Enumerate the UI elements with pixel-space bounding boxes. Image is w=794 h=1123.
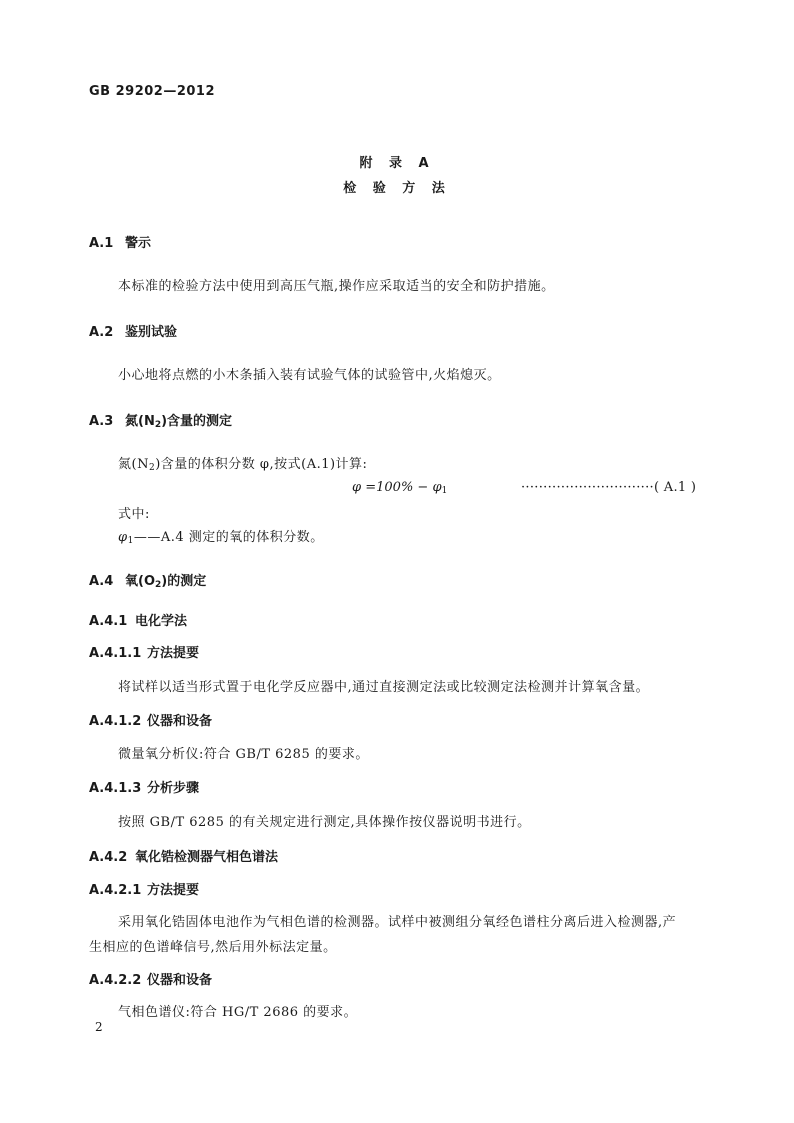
subscript: 2 — [154, 420, 162, 430]
section-title-pre: 氧(O — [125, 574, 155, 589]
standard-number: GB 29202—2012 — [89, 84, 216, 99]
text-fragment: 氮(N — [118, 457, 149, 472]
section-title: 警示 — [125, 236, 152, 251]
section-heading-a413 — [89, 777, 199, 796]
section-number: A.4.2.2 — [89, 973, 142, 988]
formula-reference: ······························( A.1 ) — [521, 480, 697, 495]
section-number: A.3 — [89, 414, 114, 429]
section-title: 电化学法 — [135, 614, 188, 629]
section-heading-a3 — [89, 410, 232, 430]
section-number: A.4.1.2 — [89, 714, 142, 729]
section-heading-a4 — [89, 570, 206, 590]
variable-symbol: φ — [118, 530, 128, 545]
where-label: 式中: — [118, 507, 150, 522]
paragraph-a422: 气相色谱仪:符合 HG/T 2686 的要求。 — [118, 1005, 358, 1020]
section-number: A.4.2 — [89, 850, 128, 865]
text-fragment: )含量的体积分数 φ,按式(A.1)计算: — [155, 457, 368, 472]
variable-definition — [118, 526, 324, 546]
section-title-post: )的测定 — [161, 574, 207, 589]
subscript: 1 — [441, 486, 448, 496]
section-number: A.4 — [89, 574, 114, 589]
section-title: 氧化锆检测器气相色谱法 — [135, 850, 279, 865]
paragraph-a421-line2: 生相应的色谱峰信号,然后用外标法定量。 — [89, 940, 337, 955]
section-heading-a412 — [89, 710, 212, 729]
paragraph-a2: 小心地将点燃的小木条插入装有试验气体的试验管中,火焰熄灭。 — [118, 368, 501, 383]
paragraph-a411: 将试样以适当形式置于电化学反应器中,通过直接测定法或比较测定法检测并计算氧含量。 — [118, 680, 650, 695]
page-number: 2 — [95, 1020, 103, 1034]
section-number: A.4.2.1 — [89, 883, 142, 898]
paragraph-a413: 按照 GB/T 6285 的有关规定进行测定,具体操作按仪器说明书进行。 — [118, 815, 531, 830]
section-number: A.4.1.1 — [89, 646, 142, 661]
subscript: 1 — [127, 536, 134, 546]
section-title-post: )含量的测定 — [161, 414, 233, 429]
annex-subtitle: 检 验 方 法 — [343, 181, 451, 196]
section-number: A.2 — [89, 325, 114, 340]
section-title: 鉴别试验 — [125, 325, 178, 340]
section-title: 方法提要 — [147, 646, 200, 661]
formula-expression: φ =100% − φ — [352, 480, 442, 495]
variable-description: ——A.4 测定的氧的体积分数。 — [133, 530, 324, 545]
section-heading-a422 — [89, 969, 212, 988]
section-title: 方法提要 — [147, 883, 200, 898]
section-number: A.4.1 — [89, 614, 128, 629]
annex-title: 附 录 A — [359, 156, 435, 171]
section-heading-a2 — [89, 321, 177, 340]
section-number: A.1 — [89, 236, 114, 251]
section-title-pre: 氮(N — [125, 414, 155, 429]
formula-a1 — [352, 480, 447, 496]
subscript: 2 — [148, 463, 156, 473]
paragraph-a1: 本标准的检验方法中使用到高压气瓶,操作应采取适当的安全和防护措施。 — [118, 279, 555, 294]
paragraph-a421-line1: 采用氧化锆固体电池作为气相色谱的检测器。试样中被测组分氧经色谱柱分离后进入检测器,产 — [118, 915, 677, 930]
section-number: A.4.1.3 — [89, 781, 142, 796]
section-heading-a411 — [89, 642, 199, 661]
section-title: 仪器和设备 — [147, 714, 213, 729]
paragraph-a3 — [118, 453, 367, 473]
section-heading-a41 — [89, 610, 187, 629]
section-title: 分析步骤 — [147, 781, 200, 796]
section-heading-a1 — [89, 232, 151, 251]
paragraph-a412: 微量氧分析仪:符合 GB/T 6285 的要求。 — [118, 747, 369, 762]
subscript: 2 — [155, 580, 162, 590]
section-heading-a421 — [89, 879, 199, 898]
section-heading-a42 — [89, 846, 278, 865]
section-title: 仪器和设备 — [147, 973, 213, 988]
